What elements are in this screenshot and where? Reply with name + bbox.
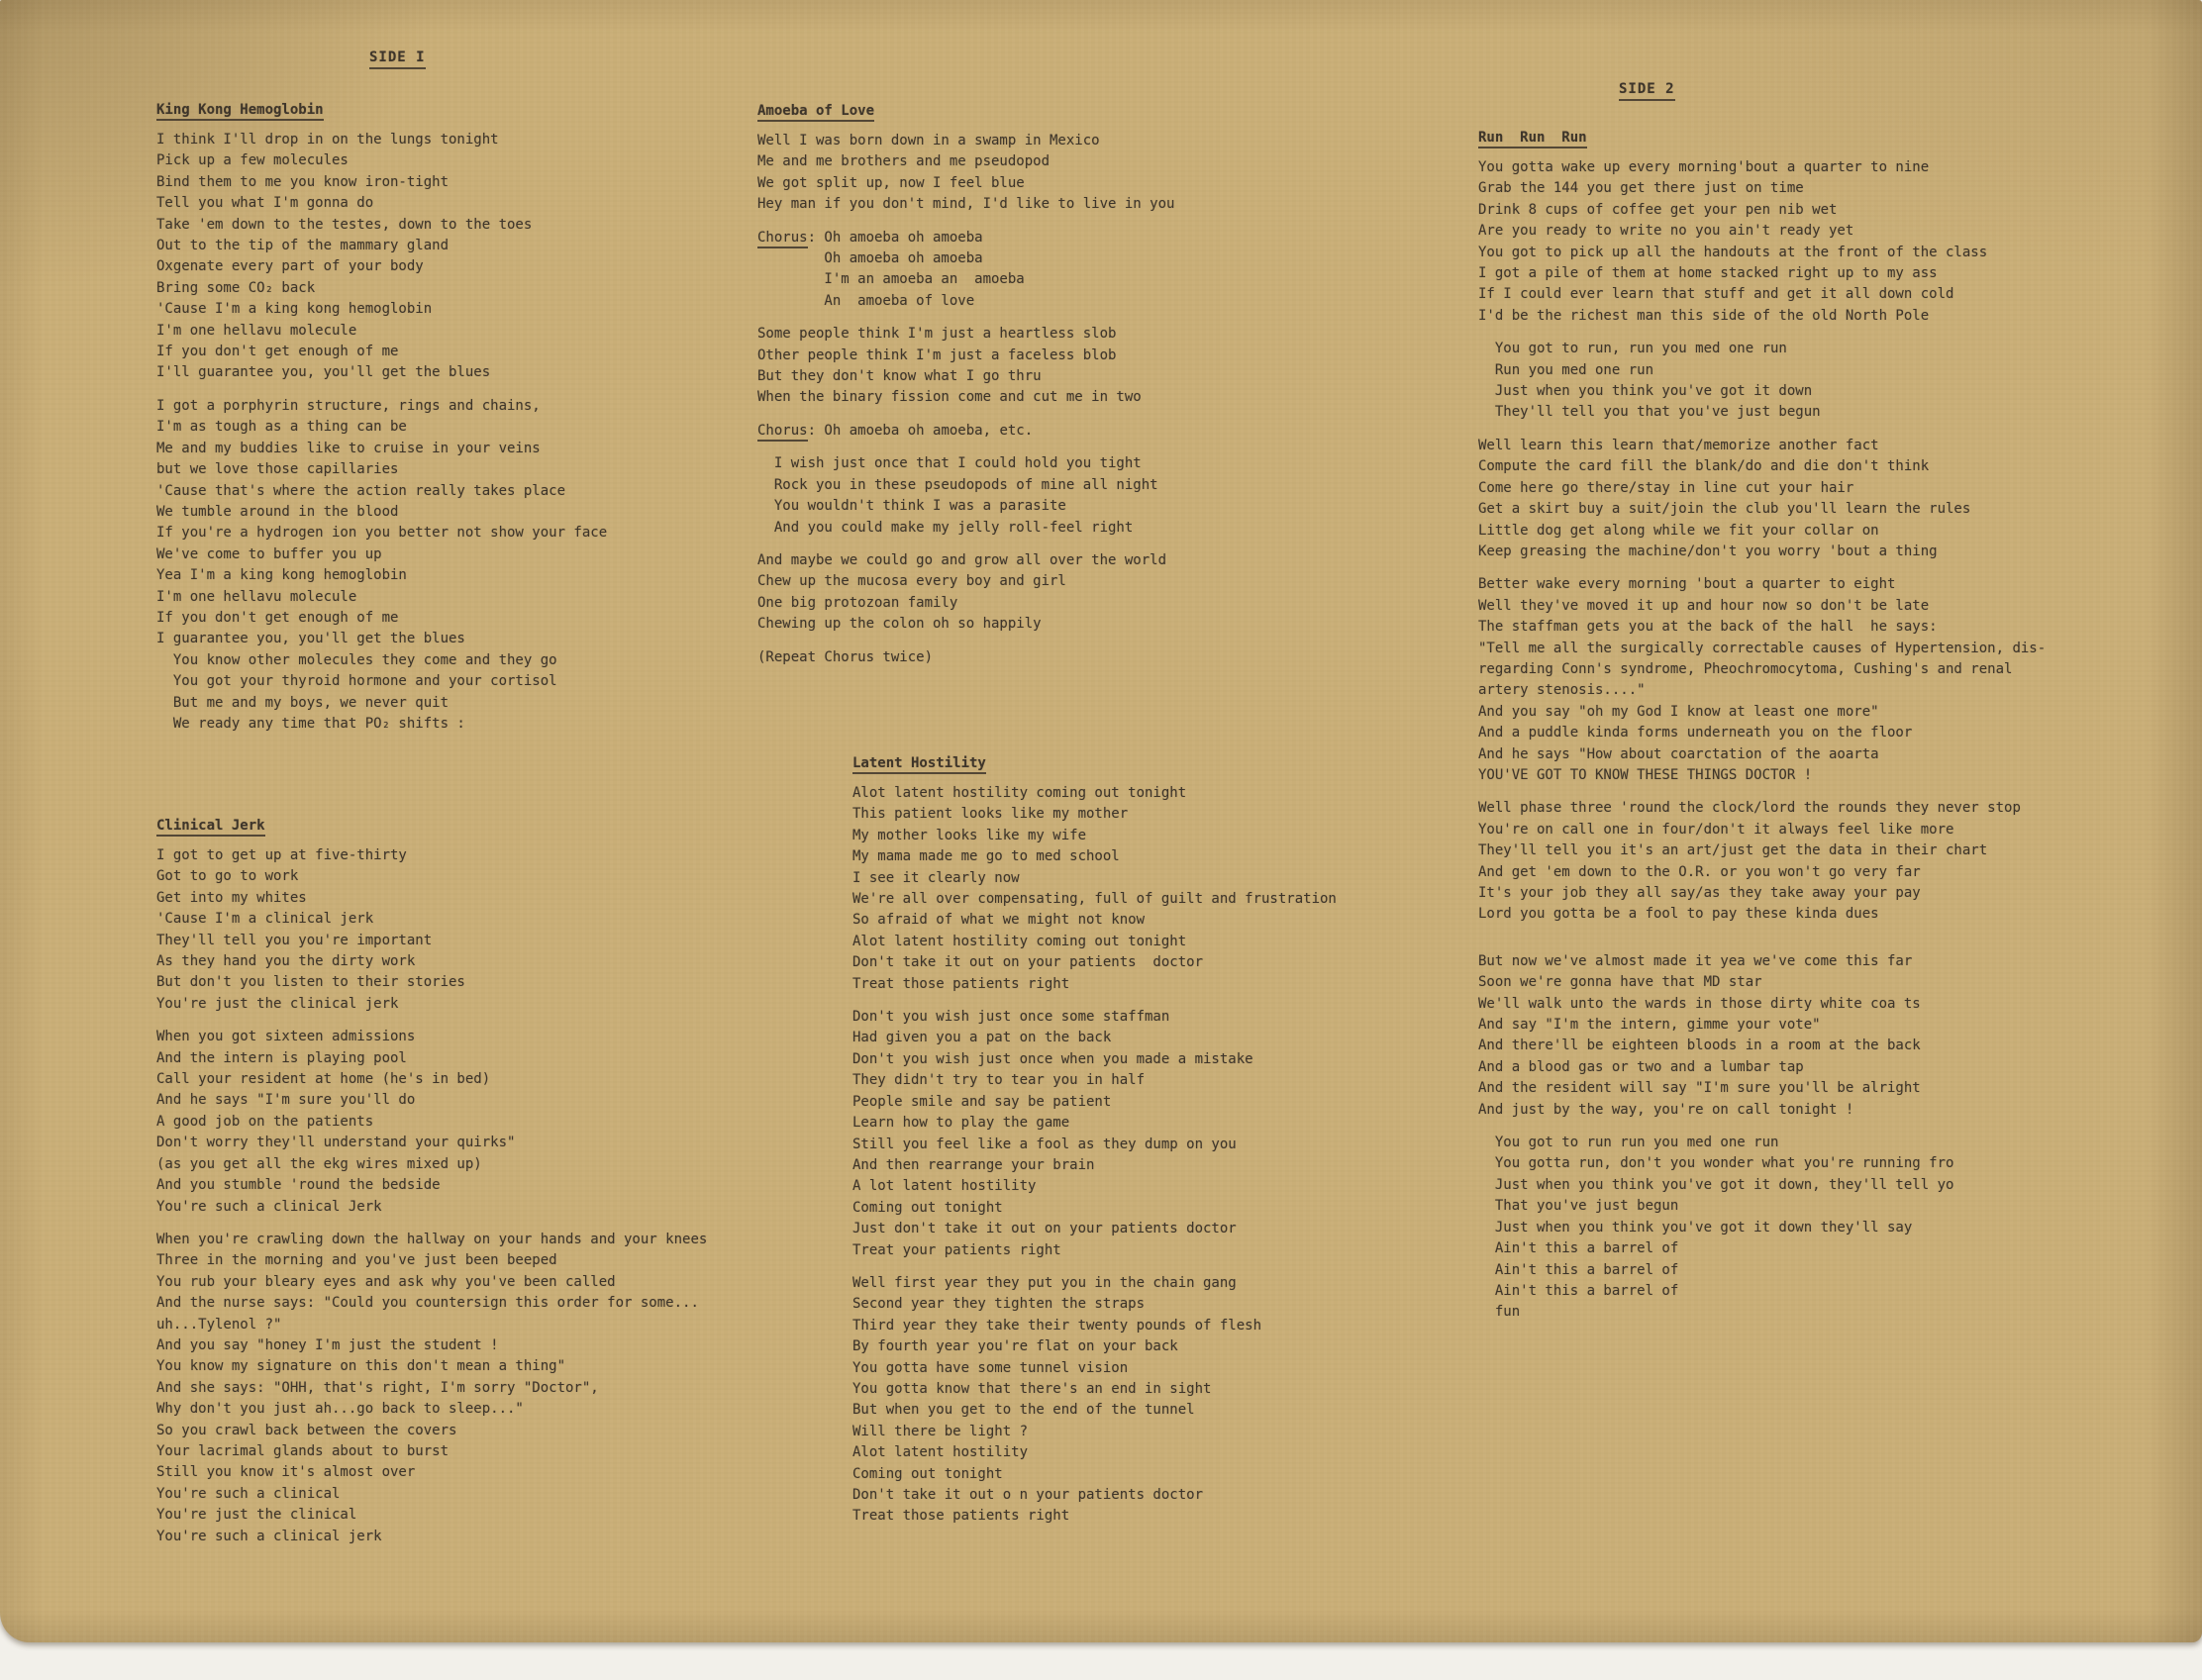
lyric-line: Get a skirt buy a suit/join the club you'll learn the rules bbox=[1478, 501, 1971, 518]
lyric-line: They'll tell you you're important bbox=[156, 932, 433, 948]
lyric-line: Oxgenate every part of your body bbox=[156, 258, 424, 275]
song-latent-hostility bbox=[852, 752, 1337, 1539]
lyric-line: The staffman gets you at the back of the hall he says: bbox=[1478, 619, 1938, 636]
chorus-label: Chorus bbox=[757, 423, 808, 442]
lyric-line: Better wake every morning 'bout a quarter to eight bbox=[1478, 576, 1896, 593]
lyric-line: Come here go there/stay in line cut your hair bbox=[1478, 479, 1854, 496]
lyric-line: You're just the clinical bbox=[156, 1507, 357, 1524]
lyric-line: And he says "How about coarctation of the aoarta bbox=[1478, 745, 1879, 762]
lyric-line: You know my signature on this don't mean a thing" bbox=[156, 1358, 566, 1375]
lyric-line: They'll tell you it's an art/just get the data in their chart bbox=[1478, 842, 1988, 859]
lyric-line: When the binary fission come and cut me in two bbox=[757, 389, 1142, 406]
lyric-line: 'Cause that's where the action really takes place bbox=[156, 482, 566, 499]
lyric-line: Alot latent hostility coming out tonight bbox=[852, 785, 1187, 801]
lyric-line: Well first year they put you in the chain gang bbox=[852, 1274, 1237, 1291]
lyric-line: I guarantee you, you'll get the blues bbox=[156, 631, 465, 647]
lyric-line: You're such a clinical Jerk bbox=[156, 1198, 382, 1215]
lyric-line: Just don't take it out on your patients doctor bbox=[852, 1221, 1237, 1237]
lyric-line: Just when you think you've got it down, they'll tell yo bbox=[1478, 1176, 1954, 1193]
lyric-line: You're such a clinical bbox=[156, 1485, 341, 1502]
stanza bbox=[852, 1273, 1337, 1528]
lyric-line: "Tell me all the surgically correctable causes of Hypertension, dis- bbox=[1478, 640, 2047, 656]
lyric-line: Still you know it's almost over bbox=[156, 1464, 416, 1481]
lyric-line: fun bbox=[1478, 1304, 1521, 1321]
lyric-line: And just by the way, you're on call tonight ! bbox=[1478, 1101, 1854, 1118]
lyric-line: They'll tell you that you've just begun bbox=[1478, 404, 1821, 421]
lyric-line: A good job on the patients bbox=[156, 1113, 374, 1130]
lyric-line: (Repeat Chorus twice) bbox=[757, 648, 934, 665]
stanza bbox=[1478, 157, 2046, 327]
lyric-line: Coming out tonight bbox=[852, 1199, 1003, 1216]
lyric-line: Hey man if you don't mind, I'd like to live in you bbox=[757, 196, 1175, 213]
stanza bbox=[1478, 1133, 2046, 1324]
lyric-line: Ain't this a barrel of bbox=[1478, 1240, 1679, 1257]
lyric-line: Don't you wish just once when you made a mistake bbox=[852, 1050, 1253, 1067]
lyric-line: But when you get to the end of the tunnel bbox=[852, 1402, 1195, 1419]
lyric-line: I got a porphyrin structure, rings and chains, bbox=[156, 397, 541, 414]
song-title: Latent Hostility bbox=[852, 755, 986, 774]
lyric-line: And a blood gas or two and a lumbar tap bbox=[1478, 1058, 1804, 1075]
lyric-line: Don't take it out on your patients doctor bbox=[852, 954, 1204, 971]
lyric-line: And maybe we could go and grow all over the world bbox=[757, 551, 1167, 568]
lyric-line: You gotta wake up every morning'bout a quarter to nine bbox=[1478, 159, 1930, 175]
song-title: Run Run Run bbox=[1478, 130, 1587, 148]
lyric-line: 'Cause I'm a king kong hemoglobin bbox=[156, 301, 433, 318]
lyric-line: I think I'll drop in on the lungs tonight bbox=[156, 132, 499, 148]
lyric-line: Compute the card fill the blank/do and die don't think bbox=[1478, 458, 1930, 475]
lyric-line: And you could make my jelly roll-feel right bbox=[757, 519, 1134, 536]
song-title: Clinical Jerk bbox=[156, 818, 265, 837]
lyric-line: Don't worry they'll understand your quirks" bbox=[156, 1135, 516, 1151]
lyric-line: Alot latent hostility coming out tonight bbox=[852, 933, 1187, 949]
lyric-line: regarding Conn's syndrome, Pheochromocytoma, Cushing's and renal bbox=[1478, 660, 2013, 677]
stanza bbox=[757, 647, 1174, 668]
song-amoeba-of-love bbox=[757, 100, 1174, 680]
lyric-line: You got to run, run you med one run bbox=[1478, 341, 1787, 357]
lyric-line: We got split up, now I feel blue bbox=[757, 174, 1025, 191]
lyric-line: Why don't you just ah...go back to sleep..." bbox=[156, 1401, 524, 1418]
stanza bbox=[757, 453, 1174, 539]
lyric-line: We're all over compensating, full of guilt and frustration bbox=[852, 891, 1337, 908]
lyric-line: And you say "oh my God I know at least one more" bbox=[1478, 703, 1879, 720]
lyric-line: Just when you think you've got it down bbox=[1478, 383, 1813, 400]
lyric-line: Got to go to work bbox=[156, 868, 299, 885]
lyric-line: Will there be light ? bbox=[852, 1423, 1029, 1439]
lyric-line: It's your job they all say/as they take away your pay bbox=[1478, 885, 1921, 901]
lyric-line: Out to the tip of the mammary gland bbox=[156, 238, 450, 254]
lyric-line: Coming out tonight bbox=[852, 1465, 1003, 1482]
lyric-line: Pick up a few molecules bbox=[156, 152, 349, 169]
lyric-line: Don't you wish just once some staffman bbox=[852, 1009, 1170, 1026]
stanza bbox=[156, 1027, 707, 1218]
lyric-line: I'm an amoeba an amoeba bbox=[757, 271, 1025, 288]
stanza bbox=[1478, 574, 2046, 786]
song-title: King Kong Hemoglobin bbox=[156, 102, 324, 121]
lyric-line: And she says: "OHH, that's right, I'm sorry "Doctor", bbox=[156, 1379, 599, 1396]
lyric-line: And there'll be eighteen bloods in a room at the back bbox=[1478, 1038, 1921, 1054]
song-king-kong-hemoglobin bbox=[156, 99, 607, 746]
lyric-line: Your lacrimal glands about to burst bbox=[156, 1442, 450, 1459]
lyric-line: Get into my whites bbox=[156, 889, 307, 906]
lyric-line: You're on call one in four/don't it always feel like more bbox=[1478, 821, 1954, 838]
lyric-line: If I could ever learn that stuff and get it all down cold bbox=[1478, 286, 1954, 303]
lyric-line: I'd be the richest man this side of the old North Pole bbox=[1478, 307, 1930, 324]
lyric-line: I got a pile of them at home stacked right up to my ass bbox=[1478, 265, 1938, 282]
lyric-line: Well phase three 'round the clock/lord the rounds they never stop bbox=[1478, 800, 2021, 817]
lyric-line: That you've just begun bbox=[1478, 1198, 1679, 1215]
lyric-line: Drink 8 cups of coffee get your pen nib wet bbox=[1478, 201, 1838, 218]
lyric-line: Just when you think you've got it down they'll say bbox=[1478, 1219, 1913, 1235]
lyric-line: Well I was born down in a swamp in Mexico bbox=[757, 133, 1100, 148]
lyric-line: I'm as tough as a thing can be bbox=[156, 419, 407, 436]
lyric-line: Treat those patients right bbox=[852, 975, 1070, 992]
lyric-line: but we love those capillaries bbox=[156, 461, 399, 478]
lyric-line: And you say "honey I'm just the student ! bbox=[156, 1336, 499, 1353]
lyric-line: Take 'em down to the testes, down to the toes bbox=[156, 216, 533, 233]
chorus-label: Chorus bbox=[757, 230, 808, 248]
lyric-line: I'm one hellavu molecule bbox=[156, 322, 357, 339]
lyric-line: Still you feel like a fool as they dump on you bbox=[852, 1136, 1237, 1152]
lyric-line: Three in the morning and you've just been beeped bbox=[156, 1252, 557, 1269]
lyric-line: And a puddle kinda forms underneath you on the floor bbox=[1478, 725, 1913, 741]
lyric-line: Treat your patients right bbox=[852, 1241, 1061, 1258]
lyric-line: Chorus: Oh amoeba oh amoeba bbox=[757, 228, 1174, 248]
lyric-line: This patient looks like my mother bbox=[852, 806, 1129, 823]
lyric-line: Third year they take their twenty pounds of flesh bbox=[852, 1317, 1262, 1334]
lyric-line: Grab the 144 you get there just on time bbox=[1478, 180, 1804, 197]
lyric-line: Chew up the mucosa every boy and girl bbox=[757, 573, 1066, 590]
lyric-line: Chewing up the colon oh so happily bbox=[757, 616, 1042, 633]
lyric-line: Lord you gotta be a fool to pay these kinda dues bbox=[1478, 906, 1879, 923]
lyric-line: 'Cause I'm a clinical jerk bbox=[156, 911, 374, 928]
lyric-line: And the nurse says: "Could you countersign this order for some... bbox=[156, 1295, 699, 1312]
lyric-line: And say "I'm the intern, gimme your vote" bbox=[1478, 1017, 1821, 1034]
stanza bbox=[757, 228, 1174, 313]
side-2-label: SIDE 2 bbox=[1619, 81, 1675, 101]
stanza bbox=[757, 421, 1174, 442]
song-clinical-jerk bbox=[156, 815, 707, 1559]
lyric-line: Second year they tighten the straps bbox=[852, 1296, 1146, 1313]
stanza bbox=[156, 1230, 707, 1547]
stanza bbox=[156, 130, 607, 384]
lyric-line: We'll walk unto the wards in those dirty white coa ts bbox=[1478, 995, 1921, 1012]
lyric-line: We ready any time that PO₂ shifts : bbox=[156, 715, 465, 732]
lyric-line: Ain't this a barrel of bbox=[1478, 1282, 1679, 1299]
lyric-line: Well they've moved it up and hour now so don't be late bbox=[1478, 597, 1930, 614]
lyric-line: Me and my buddies like to cruise in your veins bbox=[156, 440, 541, 456]
lyric-line: Some people think I'm just a heartless slob bbox=[757, 326, 1117, 343]
lyric-line: One big protozoan family bbox=[757, 594, 958, 611]
lyric-line: But now we've almost made it yea we've come this far bbox=[1478, 952, 1913, 969]
lyric-line: My mama made me go to med school bbox=[852, 848, 1120, 865]
lyric-line: Call your resident at home (he's in bed) bbox=[156, 1071, 491, 1088]
lyric-line: Are you ready to write no you ain't ready yet bbox=[1478, 223, 1854, 240]
lyric-line: Don't take it out o n your patients doctor bbox=[852, 1487, 1204, 1503]
lyric-line: As they hand you the dirty work bbox=[156, 953, 416, 970]
lyric-line: Little dog get along while we fit your collar on bbox=[1478, 522, 1879, 539]
stanza bbox=[156, 396, 607, 736]
lyric-line: Oh amoeba oh amoeba bbox=[757, 250, 983, 267]
lyric-line: If you're a hydrogen ion you better not show your face bbox=[156, 525, 608, 542]
lyric-line: You gotta run, don't you wonder what you're running fro bbox=[1478, 1155, 1954, 1172]
stanza bbox=[1478, 951, 2046, 1121]
lyric-line: I see it clearly now bbox=[852, 869, 1020, 886]
lyric-line: And the resident will say "I'm sure you'll be alright bbox=[1478, 1080, 1921, 1097]
lyric-line: If you don't get enough of me bbox=[156, 344, 399, 360]
lyric-line: You gotta have some tunnel vision bbox=[852, 1359, 1129, 1376]
lyric-line: Well learn this learn that/memorize another fact bbox=[1478, 437, 1879, 453]
lyric-line: People smile and say be patient bbox=[852, 1093, 1112, 1110]
lyric-line: If you don't get enough of me bbox=[156, 609, 399, 626]
lyric-line: Rock you in these pseudopods of mine all night bbox=[757, 476, 1158, 493]
lyric-line: I got to get up at five-thirty bbox=[156, 847, 407, 863]
lyric-line: Chorus: Oh amoeba oh amoeba, etc. bbox=[757, 421, 1174, 442]
lyric-line: And get 'em down to the O.R. or you won't go very far bbox=[1478, 863, 1921, 880]
lyric-line: Learn how to play the game bbox=[852, 1115, 1070, 1132]
lyric-line: So you crawl back between the covers bbox=[156, 1422, 457, 1438]
lyric-line: When you're crawling down the hallway on your hands and your knees bbox=[156, 1231, 708, 1247]
lyric-line: And you stumble 'round the bedside bbox=[156, 1177, 441, 1194]
lyric-line: uh...Tylenol ?" bbox=[156, 1316, 282, 1333]
lyric-line: Bind them to me you know iron-tight bbox=[156, 173, 450, 190]
lyric-line: But don't you listen to their stories bbox=[156, 974, 465, 991]
stanza bbox=[757, 550, 1174, 636]
stanza bbox=[156, 845, 707, 1015]
lyric-line: Treat those patients right bbox=[852, 1508, 1070, 1525]
lyric-line: We've come to buffer you up bbox=[156, 545, 382, 562]
lyric-line: You know other molecules they come and they go bbox=[156, 651, 557, 668]
lyric-line: You got to run run you med one run bbox=[1478, 1135, 1779, 1151]
lyric-line: My mother looks like my wife bbox=[852, 827, 1087, 843]
lyric-line: Bring some CO₂ back bbox=[156, 279, 316, 296]
lyric-line: And the intern is playing pool bbox=[156, 1049, 407, 1066]
lyric-line: You wouldn't think I was a parasite bbox=[757, 498, 1066, 515]
lyric-line: Had given you a pat on the back bbox=[852, 1030, 1112, 1046]
lyric-line: Soon we're gonna have that MD star bbox=[1478, 974, 1762, 991]
stanza bbox=[757, 324, 1174, 409]
lyric-line: Run you med one run bbox=[1478, 361, 1654, 378]
lyric-line: When you got sixteen admissions bbox=[156, 1029, 416, 1045]
lyric-line: But they don't know what I go thru bbox=[757, 368, 1042, 385]
lyric-line: Ain't this a barrel of bbox=[1478, 1261, 1679, 1278]
lyric-line: You gotta know that there's an end in sight bbox=[852, 1380, 1212, 1397]
lyric-line: And he says "I'm sure you'll do bbox=[156, 1092, 416, 1109]
lyric-line: And then rearrange your brain bbox=[852, 1156, 1095, 1173]
lyric-line: I'm one hellavu molecule bbox=[156, 588, 357, 605]
lyric-line: You rub your bleary eyes and ask why you've been called bbox=[156, 1273, 616, 1290]
lyric-line: So afraid of what we might not know bbox=[852, 912, 1146, 929]
lyric-line: You got to pick up all the handouts at the front of the class bbox=[1478, 244, 1988, 260]
lyric-line: A lot latent hostility bbox=[852, 1178, 1037, 1195]
stanza bbox=[852, 1007, 1337, 1261]
stanza bbox=[1478, 798, 2046, 925]
lyric-line: But me and my boys, we never quit bbox=[156, 694, 450, 711]
lyric-line: Alot latent hostility bbox=[852, 1444, 1029, 1461]
lyric-line: YOU'VE GOT TO KNOW THESE THINGS DOCTOR ! bbox=[1478, 766, 1813, 783]
lyric-line: We tumble around in the blood bbox=[156, 503, 399, 520]
lyric-line: (as you get all the ekg wires mixed up) bbox=[156, 1155, 482, 1172]
side-1-label: SIDE I bbox=[369, 49, 426, 69]
lyric-line: artery stenosis...." bbox=[1478, 682, 1646, 699]
lyric-line: Other people think I'm just a faceless blob bbox=[757, 346, 1117, 363]
lyric-line: They didn't try to tear you in half bbox=[852, 1072, 1146, 1089]
lyric-line: I'll guarantee you, you'll get the blues bbox=[156, 364, 491, 381]
lyric-line: Yea I'm a king kong hemoglobin bbox=[156, 567, 407, 584]
lyric-line: You're such a clinical jerk bbox=[156, 1528, 382, 1544]
stanza bbox=[852, 783, 1337, 995]
stanza bbox=[1478, 436, 2046, 562]
stanza bbox=[1478, 339, 2046, 424]
lyric-line: Me and me brothers and me pseudopod bbox=[757, 153, 1051, 170]
lyric-line: I wish just once that I could hold you tight bbox=[757, 455, 1142, 472]
lyric-line: Keep greasing the machine/don't you worry 'bout a thing bbox=[1478, 543, 1938, 559]
song-run-run-run bbox=[1478, 127, 2046, 1335]
lyric-line: By fourth year you're flat on your back bbox=[852, 1338, 1178, 1355]
stanza bbox=[757, 131, 1174, 216]
song-title: Amoeba of Love bbox=[757, 103, 874, 122]
lyric-line: You got your thyroid hormone and your cortisol bbox=[156, 673, 557, 690]
lyric-line: An amoeba of love bbox=[757, 292, 975, 309]
lyric-line: You're just the clinical jerk bbox=[156, 995, 399, 1012]
lyric-line: Tell you what I'm gonna do bbox=[156, 195, 374, 212]
